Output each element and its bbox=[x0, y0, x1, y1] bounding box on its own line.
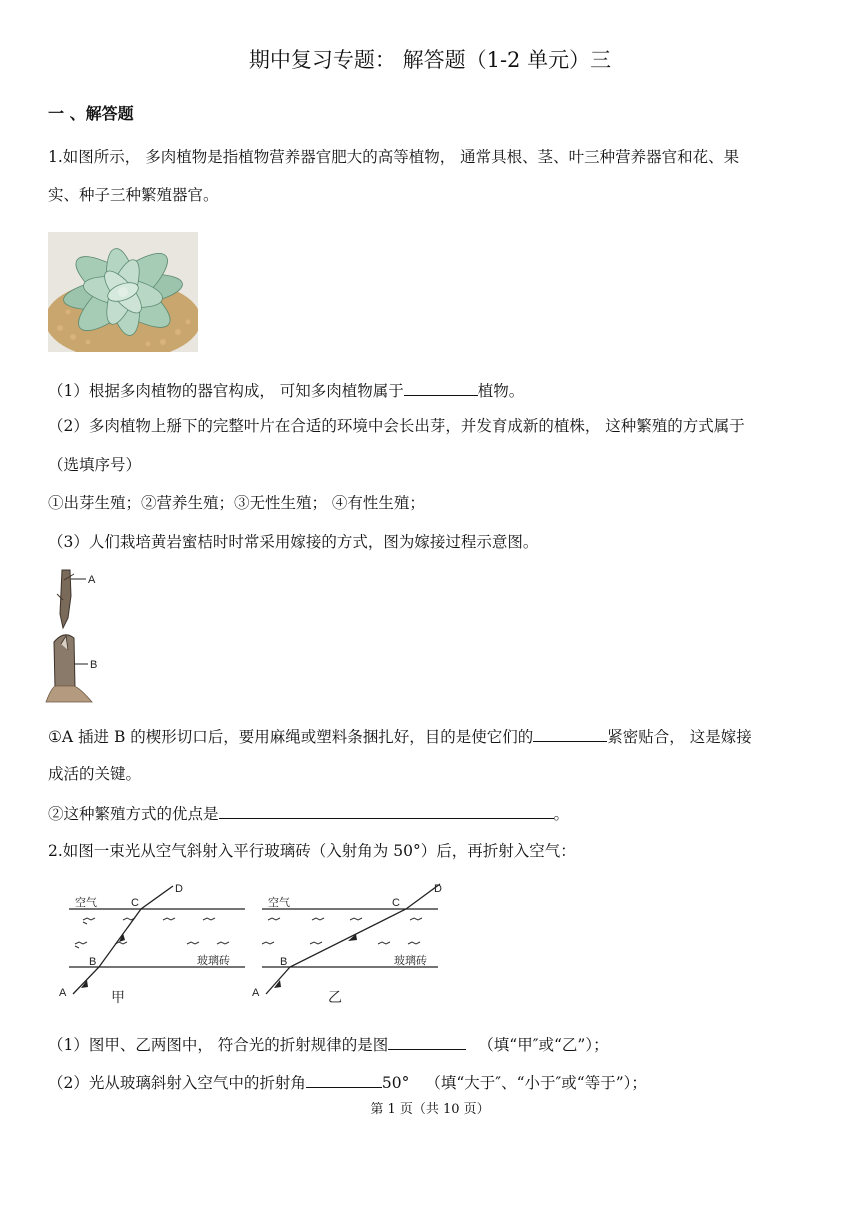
q1-sub2-blank[interactable] bbox=[219, 803, 554, 819]
q1-intro-line1: 1.如图所示， 多肉植物是指植物营养器官肥大的高等植物， 通常具根、茎、叶三种营养器官和花、果 bbox=[48, 148, 740, 166]
q2-part2-suffix: （填“大于″、“小于″或“等于”）； bbox=[425, 1074, 647, 1092]
refraction-diagram-yi bbox=[248, 878, 448, 1008]
jia-caption: 甲 bbox=[111, 989, 125, 1005]
q2-part1 bbox=[48, 1034, 609, 1055]
q2-part2 bbox=[48, 1072, 647, 1093]
yi-caption: 乙 bbox=[328, 989, 342, 1005]
q1-part2-line2: （选填序号） bbox=[48, 456, 142, 474]
page-footer: 第 1 页（共 10 页） bbox=[370, 1102, 490, 1117]
q1-sub2-text: ②这种繁殖方式的优点是 bbox=[48, 805, 219, 823]
jia-point-a: A bbox=[59, 987, 67, 999]
q1-part1-suffix: 植物。 bbox=[477, 382, 525, 400]
yi-point-a: A bbox=[252, 987, 260, 999]
q2-part1-blank[interactable] bbox=[388, 1034, 466, 1050]
q2-part1-suffix: （填“甲″或“乙”）； bbox=[478, 1036, 609, 1054]
yi-point-c: C bbox=[392, 897, 400, 909]
q1-sub1-suffix: 紧密贴合， 这是嫁接 bbox=[607, 728, 752, 746]
q1-part1-blank[interactable] bbox=[404, 380, 478, 396]
succulent-photo bbox=[48, 232, 198, 352]
q1-sub1-blank[interactable] bbox=[533, 726, 607, 742]
q1-sub2 bbox=[48, 803, 569, 824]
jia-point-c: C bbox=[131, 897, 139, 909]
q1-part1 bbox=[48, 380, 524, 401]
q1-sub1-text: ①A 插进 B 的楔形切口后，要用麻绳或塑料条捆扎好，目的是使它们的 bbox=[48, 728, 534, 746]
q2-intro: 2.如图一束光从空气斜射入平行玻璃砖（入射角为 50°）后，再折射入空气： bbox=[48, 842, 576, 860]
q2-part2-angle: 50° bbox=[381, 1074, 410, 1092]
q1-sub1-line2: 成活的关键。 bbox=[48, 765, 142, 783]
q2-part2-text: （2）光从玻璃斜射入空气中的折射角 bbox=[48, 1074, 306, 1092]
jia-point-b: B bbox=[89, 956, 97, 968]
section-heading: 一 、解答题 bbox=[48, 104, 134, 123]
q2-part1-text: （1）图甲、乙两图中， 符合光的折射规律的是图 bbox=[48, 1036, 389, 1054]
refraction-diagram-jia bbox=[55, 878, 250, 1008]
jia-glass-label: 玻璃砖 bbox=[197, 955, 230, 967]
q1-sub2-suffix: 。 bbox=[553, 805, 570, 823]
yi-point-b: B bbox=[280, 956, 288, 968]
q2-part2-blank[interactable] bbox=[306, 1072, 382, 1088]
yi-point-d: D bbox=[434, 883, 442, 895]
graft-label-a: A bbox=[88, 574, 96, 586]
yi-glass-label: 玻璃砖 bbox=[394, 955, 427, 967]
q1-intro-line2: 实、种子三种繁殖器官。 bbox=[48, 186, 219, 204]
q1-part2-line1: （2）多肉植物上掰下的完整叶片在合适的环境中会长出芽，并发育成新的植株， 这种繁殖的方式属于 bbox=[48, 417, 745, 435]
q1-part1-text: （1）根据多肉植物的器官构成， 可知多肉植物属于 bbox=[48, 382, 404, 400]
page-title: 期中复习专题： 解答题（1-2 单元）三 bbox=[248, 48, 612, 72]
grafting-diagram bbox=[44, 566, 110, 706]
jia-point-d: D bbox=[175, 883, 183, 895]
yi-air-label: 空气 bbox=[268, 897, 290, 909]
jia-air-label: 空气 bbox=[75, 897, 97, 909]
graft-label-b: B bbox=[90, 659, 98, 671]
q1-options: ①出芽生殖；②营养生殖；③无性生殖； ④有性生殖； bbox=[48, 494, 425, 512]
q1-sub1-line1 bbox=[48, 726, 752, 747]
q1-part3: （3）人们栽培黄岩蜜桔时时常采用嫁接的方式，图为嫁接过程示意图。 bbox=[48, 533, 539, 551]
